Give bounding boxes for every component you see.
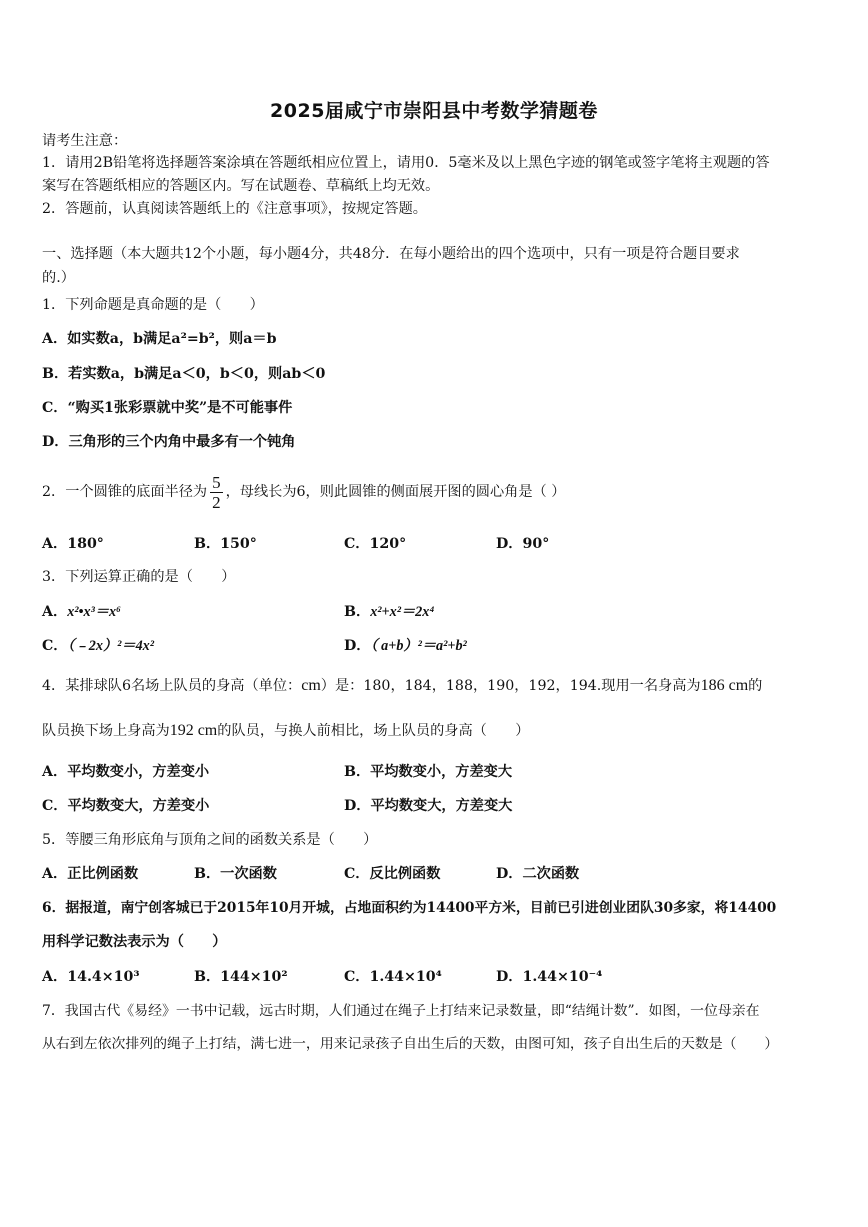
q2-fraction bbox=[210, 473, 223, 512]
section-heading-cont: 的.） bbox=[42, 270, 75, 286]
q2-fraction-denominator: 2 bbox=[212, 492, 221, 512]
q3-option-d-expr: （ a+b）²＝a²+b² bbox=[370, 638, 467, 654]
q1-stem: 1．下列命题是真命题的是（ ） bbox=[42, 297, 264, 313]
q4-unit: cm bbox=[301, 677, 321, 694]
q5-option-d: D．二次函数 bbox=[496, 866, 580, 882]
q4-stem-part-3: 的 bbox=[748, 678, 763, 694]
q4-option-a: A．平均数变小，方差变小 bbox=[42, 764, 210, 780]
notice-item-2: 2．答题前，认真阅读答题纸上的《注意事项》，按规定答题。 bbox=[42, 201, 427, 217]
q2-option-d: D．90° bbox=[496, 536, 550, 552]
q6-option-b: B．144×10² bbox=[194, 969, 288, 985]
q3-option-b bbox=[344, 602, 434, 622]
q3-option-a-label: A． bbox=[42, 604, 68, 620]
q1-option-b: B．若实数a，b满足a＜0，b＜0，则ab＜0 bbox=[42, 366, 326, 382]
notice-item-1-cont: 案写在答题纸相应的答题区内。写在试题卷、草稿纸上均无效。 bbox=[42, 178, 440, 194]
q4-option-c: C．平均数变大，方差变小 bbox=[42, 798, 210, 814]
q2-option-a: A．180° bbox=[42, 536, 104, 552]
notice-heading: 请考生注意： bbox=[42, 133, 128, 149]
q2-stem-pre: 2．一个圆锥的底面半径为 bbox=[42, 484, 208, 500]
q4-stem bbox=[42, 676, 762, 696]
q6-stem: 6．据报道，南宁创客城已于2015年10月开城，占地面积约为14400平方米，目前已引进创业团队30多家，将14400 bbox=[42, 900, 777, 916]
q4-stem-part-2: ）是：180，184，188，190，192，194.现用一名身高为 bbox=[320, 678, 701, 694]
q4-option-d: D．平均数变大，方差变大 bbox=[344, 798, 513, 814]
q5-stem: 5．等腰三角形底角与顶角之间的函数关系是（ ） bbox=[42, 832, 378, 848]
notice-item-1: 1．请用2B铅笔将选择题答案涂填在答题纸相应位置上，请用0．5毫米及以上黑色字迹的钢笔或签字笔将主观题的答 bbox=[42, 155, 770, 171]
q6-option-c: C．1.44×10⁴ bbox=[344, 969, 442, 985]
q4-stem-part-5: 的队员，与换人前相比，场上队员的身高（ ） bbox=[217, 723, 530, 739]
q4-height-1: 186 cm bbox=[700, 677, 749, 694]
q3-option-a-expr: x²•x³＝x⁶ bbox=[67, 604, 122, 620]
q1-option-a: A．如实数a，b满足a²=b²，则a＝b bbox=[42, 331, 277, 347]
q6-option-d: D．1.44×10⁻⁴ bbox=[496, 969, 603, 985]
q3-option-c bbox=[42, 636, 154, 656]
section-heading: 一、选择题（本大题共12个小题，每小题4分，共48分．在每小题给出的四个选项中，只有一项是符合题目要求 bbox=[42, 246, 740, 262]
q2-stem bbox=[42, 472, 565, 512]
q7-stem-cont: 从右到左依次排列的绳子上打结，满七进一，用来记录孩子自出生后的天数，由图可知，孩子自出生后的天数是（ ） bbox=[42, 1036, 779, 1052]
q1-option-d: D．三角形的三个内角中最多有一个钝角 bbox=[42, 434, 296, 450]
q6-stem-cont: 用科学记数法表示为（ ） bbox=[42, 934, 227, 950]
q3-option-b-expr: x²+x²＝2x⁴ bbox=[370, 604, 435, 620]
q5-option-a: A．正比例函数 bbox=[42, 866, 139, 882]
q2-option-b: B．150° bbox=[194, 536, 257, 552]
q4-stem-part-4: 队员换下场上身高为 bbox=[42, 723, 170, 739]
q3-option-b-label: B． bbox=[344, 604, 371, 620]
q3-option-c-label: C． bbox=[42, 638, 68, 654]
q1-option-c: C．“购买1张彩票就中奖”是不可能事件 bbox=[42, 400, 293, 416]
q3-option-a bbox=[42, 602, 121, 622]
q4-height-2: 192 cm bbox=[169, 722, 218, 739]
q4-stem-cont bbox=[42, 721, 529, 741]
q3-option-d-label: D． bbox=[344, 638, 371, 654]
q3-stem: 3．下列运算正确的是（ ） bbox=[42, 569, 236, 585]
q4-stem-part-1: 4．某排球队6名场上队员的身高（单位： bbox=[42, 678, 302, 694]
q2-option-c: C．120° bbox=[344, 536, 407, 552]
q5-option-b: B．一次函数 bbox=[194, 866, 277, 882]
q2-stem-post: ，母线长为6，则此圆锥的侧面展开图的圆心角是（ ） bbox=[225, 484, 566, 500]
q2-fraction-numerator: 5 bbox=[212, 472, 221, 492]
q3-option-c-expr: （﹣2x）²＝4x² bbox=[67, 638, 155, 654]
q4-option-b: B．平均数变小，方差变大 bbox=[344, 764, 513, 780]
q6-option-a: A．14.4×10³ bbox=[42, 969, 140, 985]
page-title: 2025届咸宁市崇阳县中考数学猜题卷 bbox=[270, 100, 598, 122]
q3-option-d bbox=[344, 636, 467, 656]
q7-stem: 7．我国古代《易经》一书中记载，远古时期，人们通过在绳子上打结来记录数量，即“结绳计数”．如图，一位母亲在 bbox=[42, 1003, 760, 1019]
q5-option-c: C．反比例函数 bbox=[344, 866, 441, 882]
